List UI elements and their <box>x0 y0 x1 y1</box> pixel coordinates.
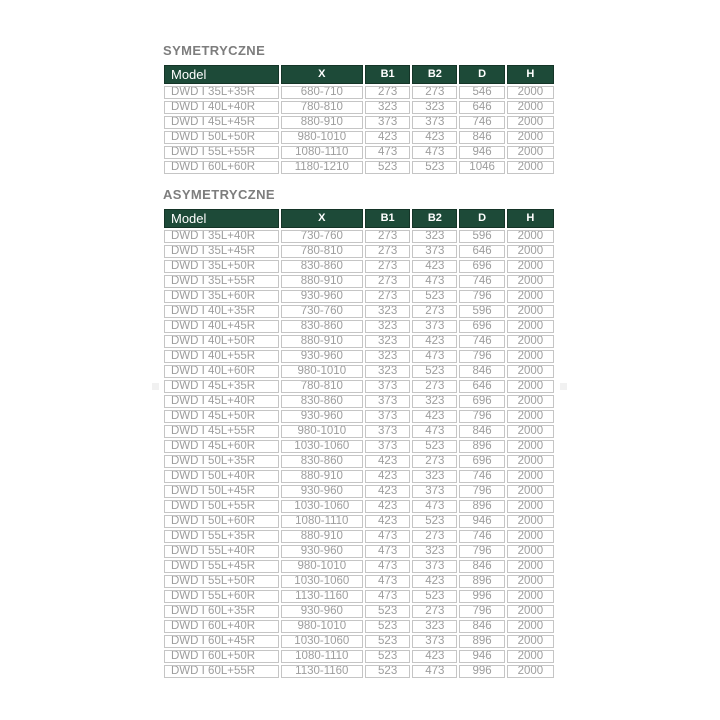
table-row <box>164 260 554 273</box>
value-cell: 2000 <box>507 161 554 174</box>
table-row <box>164 485 554 498</box>
value-cell: 796 <box>459 485 504 498</box>
value-cell: 273 <box>412 605 457 618</box>
value-cell: 323 <box>365 335 410 348</box>
value-cell: 323 <box>412 230 457 243</box>
table-row <box>164 350 554 363</box>
value-cell: 323 <box>412 395 457 408</box>
table-row <box>164 320 554 333</box>
model-cell: DWD I 35L+60R <box>164 290 279 303</box>
model-cell: DWD I 40L+45R <box>164 320 279 333</box>
model-cell: DWD I 55L+60R <box>164 590 279 603</box>
model-cell: DWD I 50L+50R <box>164 131 279 144</box>
value-cell: 2000 <box>507 230 554 243</box>
value-cell: 373 <box>365 440 410 453</box>
model-cell: DWD I 50L+35R <box>164 455 279 468</box>
model-cell: DWD I 45L+40R <box>164 395 279 408</box>
table-row <box>164 290 554 303</box>
spec-table-asymetryczne <box>162 207 556 680</box>
model-cell: DWD I 45L+45R <box>164 116 279 129</box>
table-row <box>164 230 554 243</box>
value-cell: 2000 <box>507 665 554 678</box>
model-cell: DWD I 50L+45R <box>164 485 279 498</box>
value-cell: 980-1010 <box>281 620 363 633</box>
model-cell: DWD I 55L+45R <box>164 560 279 573</box>
table-row <box>164 455 554 468</box>
table-row <box>164 575 554 588</box>
model-cell: DWD I 60L+50R <box>164 650 279 663</box>
table-row <box>164 590 554 603</box>
value-cell: 273 <box>412 380 457 393</box>
value-cell: 2000 <box>507 485 554 498</box>
value-cell: 1130-1160 <box>281 590 363 603</box>
column-header-b1: B1 <box>365 209 410 228</box>
value-cell: 2000 <box>507 290 554 303</box>
table-row <box>164 605 554 618</box>
value-cell: 523 <box>412 365 457 378</box>
value-cell: 523 <box>365 605 410 618</box>
table-row <box>164 440 554 453</box>
value-cell: 323 <box>365 101 410 114</box>
value-cell: 696 <box>459 395 504 408</box>
table-row <box>164 116 554 129</box>
column-header-x: X <box>281 209 363 228</box>
value-cell: 2000 <box>507 305 554 318</box>
value-cell: 996 <box>459 665 504 678</box>
value-cell: 523 <box>365 650 410 663</box>
value-cell: 423 <box>365 515 410 528</box>
value-cell: 273 <box>365 290 410 303</box>
value-cell: 2000 <box>507 275 554 288</box>
value-cell: 2000 <box>507 320 554 333</box>
model-cell: DWD I 40L+60R <box>164 365 279 378</box>
value-cell: 746 <box>459 530 504 543</box>
value-cell: 896 <box>459 500 504 513</box>
value-cell: 880-910 <box>281 116 363 129</box>
value-cell: 930-960 <box>281 545 363 558</box>
value-cell: 2000 <box>507 440 554 453</box>
table-row <box>164 545 554 558</box>
value-cell: 946 <box>459 515 504 528</box>
value-cell: 796 <box>459 350 504 363</box>
value-cell: 2000 <box>507 350 554 363</box>
value-cell: 746 <box>459 275 504 288</box>
value-cell: 2000 <box>507 425 554 438</box>
spec-table-symetryczne <box>162 63 556 176</box>
model-cell: DWD I 60L+45R <box>164 635 279 648</box>
value-cell: 696 <box>459 455 504 468</box>
value-cell: 273 <box>412 455 457 468</box>
value-cell: 473 <box>412 146 457 159</box>
value-cell: 473 <box>412 425 457 438</box>
value-cell: 373 <box>412 485 457 498</box>
value-cell: 696 <box>459 260 504 273</box>
value-cell: 830-860 <box>281 320 363 333</box>
model-cell: DWD I 55L+50R <box>164 575 279 588</box>
value-cell: 273 <box>365 86 410 99</box>
value-cell: 2000 <box>507 560 554 573</box>
value-cell: 273 <box>365 245 410 258</box>
value-cell: 780-810 <box>281 380 363 393</box>
value-cell: 423 <box>412 575 457 588</box>
value-cell: 846 <box>459 365 504 378</box>
column-header-h: H <box>507 65 554 84</box>
column-header-model: Model <box>164 209 279 228</box>
value-cell: 846 <box>459 620 504 633</box>
table-row <box>164 635 554 648</box>
value-cell: 523 <box>365 665 410 678</box>
value-cell: 780-810 <box>281 101 363 114</box>
value-cell: 996 <box>459 590 504 603</box>
value-cell: 646 <box>459 245 504 258</box>
value-cell: 273 <box>365 260 410 273</box>
model-cell: DWD I 50L+55R <box>164 500 279 513</box>
model-cell: DWD I 35L+50R <box>164 260 279 273</box>
header-row <box>164 209 554 228</box>
table-row <box>164 560 554 573</box>
table-row <box>164 86 554 99</box>
value-cell: 980-1010 <box>281 425 363 438</box>
value-cell: 473 <box>365 530 410 543</box>
value-cell: 1080-1110 <box>281 515 363 528</box>
header-row <box>164 65 554 84</box>
value-cell: 523 <box>365 635 410 648</box>
value-cell: 796 <box>459 290 504 303</box>
value-cell: 473 <box>412 275 457 288</box>
value-cell: 1080-1110 <box>281 146 363 159</box>
value-cell: 423 <box>365 470 410 483</box>
value-cell: 2000 <box>507 650 554 663</box>
column-header-model: Model <box>164 65 279 84</box>
value-cell: 896 <box>459 575 504 588</box>
model-cell: DWD I 45L+55R <box>164 425 279 438</box>
model-cell: DWD I 60L+40R <box>164 620 279 633</box>
model-cell: DWD I 35L+55R <box>164 275 279 288</box>
value-cell: 930-960 <box>281 485 363 498</box>
table-row <box>164 470 554 483</box>
table-row <box>164 395 554 408</box>
table-row <box>164 101 554 114</box>
value-cell: 880-910 <box>281 335 363 348</box>
value-cell: 373 <box>365 395 410 408</box>
value-cell: 473 <box>365 146 410 159</box>
value-cell: 2000 <box>507 470 554 483</box>
value-cell: 2000 <box>507 101 554 114</box>
value-cell: 323 <box>412 620 457 633</box>
value-cell: 323 <box>365 305 410 318</box>
column-header-h: H <box>507 209 554 228</box>
value-cell: 273 <box>412 86 457 99</box>
value-cell: 930-960 <box>281 410 363 423</box>
column-header-b1: B1 <box>365 65 410 84</box>
value-cell: 796 <box>459 545 504 558</box>
value-cell: 423 <box>412 650 457 663</box>
value-cell: 746 <box>459 116 504 129</box>
value-cell: 980-1010 <box>281 365 363 378</box>
value-cell: 523 <box>412 590 457 603</box>
value-cell: 1180-1210 <box>281 161 363 174</box>
value-cell: 473 <box>412 665 457 678</box>
value-cell: 473 <box>365 560 410 573</box>
value-cell: 596 <box>459 230 504 243</box>
value-cell: 273 <box>412 305 457 318</box>
table-row <box>164 665 554 678</box>
value-cell: 2000 <box>507 146 554 159</box>
table-row <box>164 305 554 318</box>
model-cell: DWD I 55L+40R <box>164 545 279 558</box>
value-cell: 880-910 <box>281 470 363 483</box>
value-cell: 373 <box>365 425 410 438</box>
value-cell: 2000 <box>507 365 554 378</box>
value-cell: 946 <box>459 146 504 159</box>
value-cell: 2000 <box>507 245 554 258</box>
value-cell: 796 <box>459 410 504 423</box>
value-cell: 1030-1060 <box>281 575 363 588</box>
column-header-d: D <box>459 65 504 84</box>
value-cell: 980-1010 <box>281 560 363 573</box>
column-header-d: D <box>459 209 504 228</box>
value-cell: 423 <box>412 260 457 273</box>
table-row <box>164 410 554 423</box>
value-cell: 2000 <box>507 86 554 99</box>
value-cell: 423 <box>365 500 410 513</box>
watermark-dot-left <box>152 383 159 390</box>
value-cell: 2000 <box>507 131 554 144</box>
value-cell: 323 <box>365 365 410 378</box>
model-cell: DWD I 35L+45R <box>164 245 279 258</box>
value-cell: 273 <box>365 275 410 288</box>
table-row <box>164 161 554 174</box>
value-cell: 473 <box>365 575 410 588</box>
table-row <box>164 650 554 663</box>
value-cell: 2000 <box>507 116 554 129</box>
table-row <box>164 380 554 393</box>
value-cell: 423 <box>412 335 457 348</box>
value-cell: 373 <box>412 635 457 648</box>
value-cell: 2000 <box>507 620 554 633</box>
value-cell: 2000 <box>507 530 554 543</box>
value-cell: 2000 <box>507 395 554 408</box>
table-row <box>164 146 554 159</box>
value-cell: 373 <box>412 320 457 333</box>
model-cell: DWD I 40L+55R <box>164 350 279 363</box>
model-cell: DWD I 40L+50R <box>164 335 279 348</box>
value-cell: 780-810 <box>281 245 363 258</box>
value-cell: 830-860 <box>281 260 363 273</box>
value-cell: 1046 <box>459 161 504 174</box>
table-section-symetryczne <box>162 43 556 176</box>
value-cell: 473 <box>412 350 457 363</box>
value-cell: 1130-1160 <box>281 665 363 678</box>
value-cell: 2000 <box>507 515 554 528</box>
value-cell: 646 <box>459 101 504 114</box>
model-cell: DWD I 60L+35R <box>164 605 279 618</box>
value-cell: 2000 <box>507 590 554 603</box>
value-cell: 373 <box>365 116 410 129</box>
value-cell: 846 <box>459 131 504 144</box>
table-row <box>164 620 554 633</box>
value-cell: 373 <box>365 380 410 393</box>
value-cell: 596 <box>459 305 504 318</box>
table-row <box>164 515 554 528</box>
value-cell: 523 <box>412 515 457 528</box>
value-cell: 373 <box>412 560 457 573</box>
value-cell: 746 <box>459 470 504 483</box>
value-cell: 930-960 <box>281 290 363 303</box>
value-cell: 423 <box>365 485 410 498</box>
value-cell: 273 <box>412 530 457 543</box>
spec-tables <box>162 43 556 691</box>
value-cell: 323 <box>412 470 457 483</box>
value-cell: 423 <box>365 455 410 468</box>
value-cell: 2000 <box>507 605 554 618</box>
table-row <box>164 335 554 348</box>
table-row <box>164 365 554 378</box>
value-cell: 646 <box>459 380 504 393</box>
model-cell: DWD I 60L+60R <box>164 161 279 174</box>
model-cell: DWD I 45L+50R <box>164 410 279 423</box>
value-cell: 896 <box>459 440 504 453</box>
table-section-asymetryczne <box>162 187 556 680</box>
value-cell: 423 <box>365 131 410 144</box>
value-cell: 846 <box>459 425 504 438</box>
value-cell: 2000 <box>507 635 554 648</box>
model-cell: DWD I 40L+35R <box>164 305 279 318</box>
value-cell: 2000 <box>507 500 554 513</box>
value-cell: 373 <box>365 410 410 423</box>
value-cell: 473 <box>365 545 410 558</box>
model-cell: DWD I 45L+35R <box>164 380 279 393</box>
value-cell: 880-910 <box>281 530 363 543</box>
value-cell: 830-860 <box>281 455 363 468</box>
value-cell: 473 <box>412 500 457 513</box>
value-cell: 546 <box>459 86 504 99</box>
value-cell: 423 <box>412 410 457 423</box>
watermark-dot-right <box>560 383 567 390</box>
value-cell: 880-910 <box>281 275 363 288</box>
table-title-symetryczne: SYMETRYCZNE <box>163 43 266 58</box>
value-cell: 2000 <box>507 575 554 588</box>
value-cell: 2000 <box>507 545 554 558</box>
table-row <box>164 131 554 144</box>
value-cell: 1030-1060 <box>281 500 363 513</box>
model-cell: DWD I 50L+60R <box>164 515 279 528</box>
value-cell: 930-960 <box>281 605 363 618</box>
value-cell: 730-760 <box>281 230 363 243</box>
column-header-b2: B2 <box>412 65 457 84</box>
table-row <box>164 425 554 438</box>
value-cell: 323 <box>365 350 410 363</box>
value-cell: 373 <box>412 116 457 129</box>
value-cell: 2000 <box>507 455 554 468</box>
value-cell: 830-860 <box>281 395 363 408</box>
value-cell: 746 <box>459 335 504 348</box>
model-cell: DWD I 60L+55R <box>164 665 279 678</box>
value-cell: 523 <box>365 620 410 633</box>
model-cell: DWD I 55L+55R <box>164 146 279 159</box>
column-header-b2: B2 <box>412 209 457 228</box>
model-cell: DWD I 40L+40R <box>164 101 279 114</box>
value-cell: 523 <box>412 161 457 174</box>
value-cell: 323 <box>365 320 410 333</box>
table-row <box>164 530 554 543</box>
value-cell: 423 <box>412 131 457 144</box>
model-cell: DWD I 35L+35R <box>164 86 279 99</box>
table-row <box>164 245 554 258</box>
value-cell: 946 <box>459 650 504 663</box>
value-cell: 523 <box>412 440 457 453</box>
value-cell: 1080-1110 <box>281 650 363 663</box>
value-cell: 1030-1060 <box>281 635 363 648</box>
value-cell: 373 <box>412 245 457 258</box>
value-cell: 896 <box>459 635 504 648</box>
value-cell: 523 <box>412 290 457 303</box>
value-cell: 2000 <box>507 410 554 423</box>
value-cell: 273 <box>365 230 410 243</box>
model-cell: DWD I 35L+40R <box>164 230 279 243</box>
value-cell: 323 <box>412 101 457 114</box>
value-cell: 323 <box>412 545 457 558</box>
value-cell: 696 <box>459 320 504 333</box>
model-cell: DWD I 50L+40R <box>164 470 279 483</box>
value-cell: 796 <box>459 605 504 618</box>
value-cell: 730-760 <box>281 305 363 318</box>
table-row <box>164 500 554 513</box>
model-cell: DWD I 45L+60R <box>164 440 279 453</box>
value-cell: 523 <box>365 161 410 174</box>
model-cell: DWD I 55L+35R <box>164 530 279 543</box>
value-cell: 473 <box>365 590 410 603</box>
value-cell: 2000 <box>507 380 554 393</box>
value-cell: 1030-1060 <box>281 440 363 453</box>
column-header-x: X <box>281 65 363 84</box>
value-cell: 2000 <box>507 335 554 348</box>
table-row <box>164 275 554 288</box>
value-cell: 680-710 <box>281 86 363 99</box>
value-cell: 846 <box>459 560 504 573</box>
value-cell: 980-1010 <box>281 131 363 144</box>
value-cell: 2000 <box>507 260 554 273</box>
value-cell: 930-960 <box>281 350 363 363</box>
table-title-asymetryczne: ASYMETRYCZNE <box>163 187 275 202</box>
